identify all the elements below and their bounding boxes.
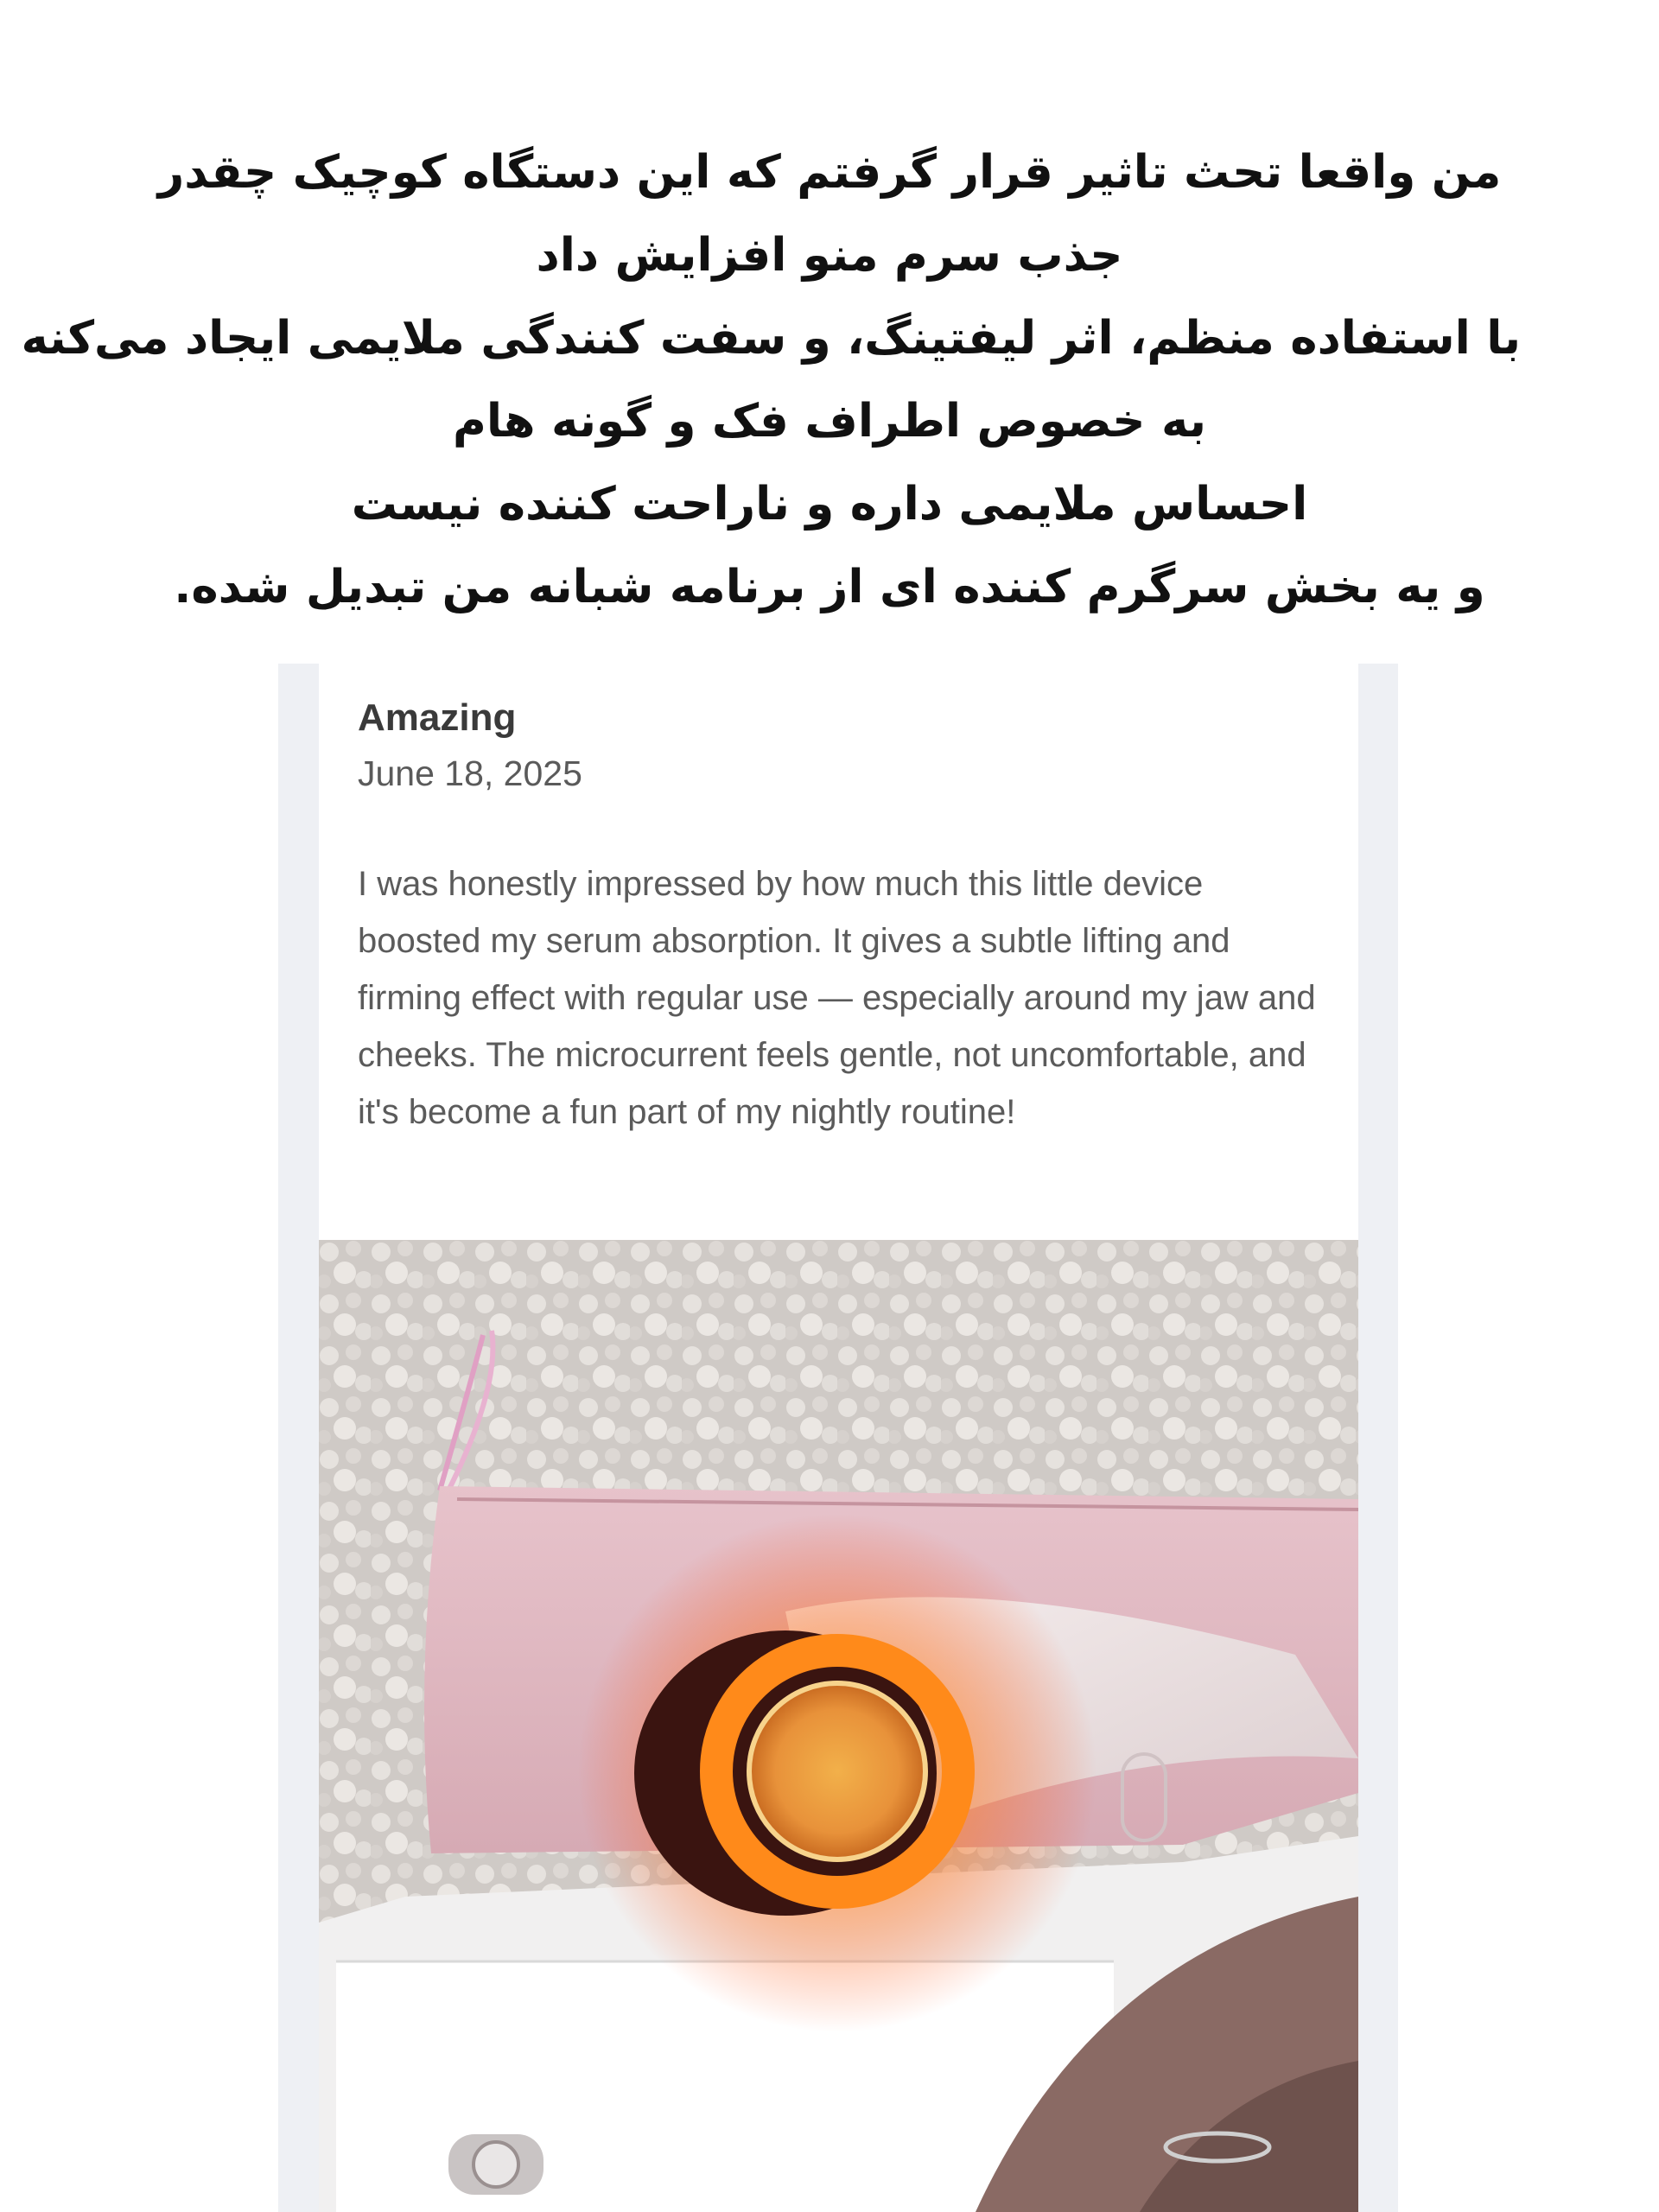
caption-line-2: جذب سرم منو افزایش داد — [536, 229, 1123, 282]
persian-caption — [21, 131, 1521, 629]
review-card — [319, 664, 1358, 2212]
review-photo — [319, 1240, 1358, 2212]
review-title: Amazing — [358, 696, 517, 739]
caption-line-5: احساس ملایمی داره و ناراحت کننده نیست — [351, 478, 1308, 531]
caption-line-6: و یه بخش سرگرم کننده ای از برنامه شبانه من تبدیل شده. — [174, 561, 1485, 613]
caption-line-4: به خصوص اطراف فک و گونه هام — [453, 395, 1206, 448]
caption-line-3: با استفاده منظم، اثر لیفتینگ، و سفت کنندگی ملایمی ایجاد می‌کنه — [21, 312, 1521, 365]
review-date: June 18, 2025 — [358, 753, 582, 793]
review-body: I was honestly impressed by how much this little device boosted my serum absorption. It gives a subtle lifting and firming effect with regular use — especially around my jaw and cheeks. The microcurrent feels gentle, not uncomfortable, and it's become a fun part of my nightly routine! — [358, 865, 1316, 1131]
caption-line-1: من واقعا تحث تاثیر قرار گرفتم که این دستگاه کوچیک چقدر — [157, 146, 1502, 199]
